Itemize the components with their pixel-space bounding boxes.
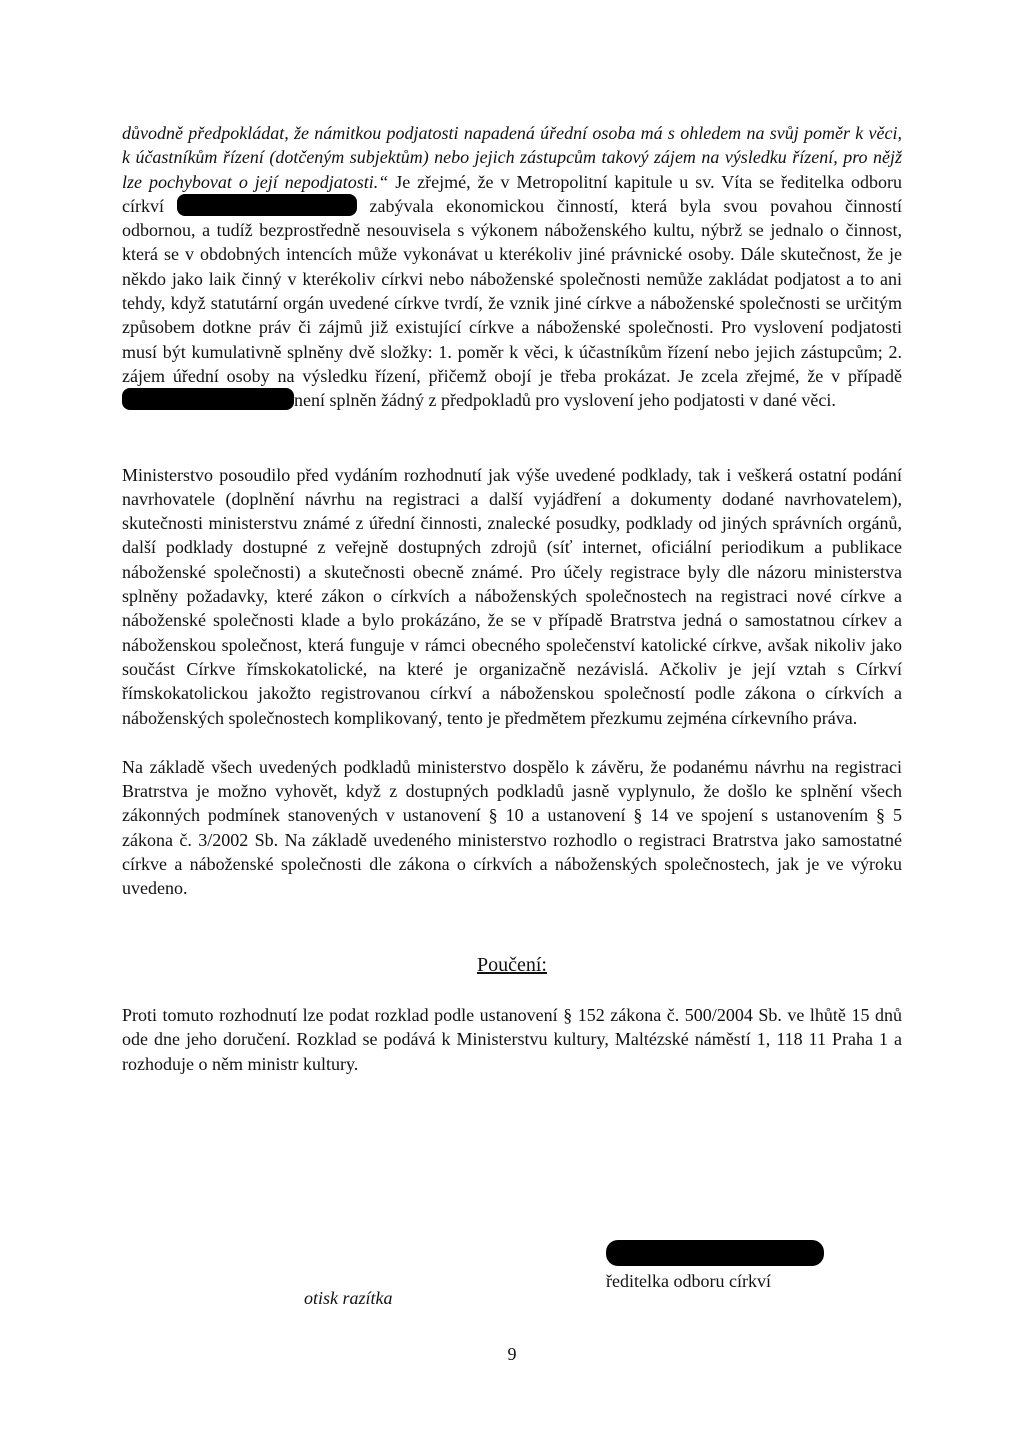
paragraph-podjatost (122, 121, 902, 413)
paragraph-zaver: Na základě všech uvedených podkladů ministerstvo dospělo k závěru, že podanému návrhu na registraci Bratrstva je možno vyhovět, když z dostupných podkladů jasně vyplynulo, že došlo ke splnění všech zákonných podmínek stanovených v ustanovení § 10 a ustanovení § 14 ve spojení s ustanovením § 5 zákona č. 3/2002 Sb. Na základě uvedeného ministerstvo rozhodlo o registraci Bratrstva jako samostatné církve a náboženské společnosti dle zákona o církvích a náboženských společnostech, jak je ve výroku uvedeno. (122, 756, 902, 899)
paragraph-text-c: není splněn žádný z předpokladů pro vyslovení jeho podjatosti v dané věci. (294, 390, 836, 411)
page-number: 9 (507, 1344, 517, 1364)
stamp-label: otisk razítka (304, 1288, 393, 1308)
document-body (122, 121, 902, 1076)
redaction-box (122, 388, 294, 410)
italic-quote: důvodně předpokládat, že námitkou podjatosti napadená úřední osoba má s ohledem na svůj poměr k věci, k účastníkům řízení (dotčeným subjektům) nebo jejich zástupcům takový zájem na výsledku řízení, pro nějž lze pochybovat o její nepodjatosti.“ (122, 123, 902, 192)
section-heading-pouceni: Poučení: (477, 953, 547, 976)
signature-block (606, 1240, 824, 1292)
paragraph-text-a: Je zřejmé, že v Metropolitní kapitule u sv. Víta se ředitelka odboru církví (122, 171, 902, 216)
paragraph-text-b: zabývala ekonomickou činností, která byla svou povahou činností odbornou, a tudíž bezprostředně nesouvisela s výkonem náboženského kultu, nýbrž se jednalo o činnost, která se v obdobných intencích může vykonávat u kterékoliv jiné právnické osoby. Dále skutečnost, že je někdo jako laik činný v kterékoliv církvi nebo náboženské společnosti nemůže zakládat podjatost a to ani tehdy, když statutární orgán uvedené církve tvrdí, že vznik jiné církve a náboženské společnosti se určitým způsobem dotkne práv či zájmů již existující církve a náboženské společnosti. Pro vyslovení podjatosti musí být kumulativně splněny dvě složky: 1. poměr k věci, k účastníkům řízení nebo jejich zástupcům; 2. zájem úřední osoby na výsledku řízení, přičemž obojí je třeba prokázat. Je zcela zřejmé, že v případě (122, 195, 902, 386)
signature-redaction (606, 1240, 824, 1266)
redaction-box (177, 194, 357, 216)
paragraph-posouzeni: Ministerstvo posoudilo před vydáním rozhodnutí jak výše uvedené podklady, tak i veškerá ostatní podání navrhovatele (doplnění návrhu na registraci a další vyjádření a dokumenty dodané navrhovatelem), skutečnosti ministerstvu známé z úřední činnosti, znalecké posudky, podklady od jiných správních orgánů, další podklady dostupné z veřejně dostupných zdrojů (síť internet, oficiální periodikum a publikace náboženské společnosti) a skutečnosti obecně známé. Pro účely registrace byly dle názoru ministerstva splněny požadavky, které zákon o církvích a náboženských společnostech na registraci nové církve a náboženské společnosti klade a bylo prokázáno, že se v případě Bratrstva jedná o samostatnou církev a náboženskou společnost, která funguje v rámci obecného společenství katolické církve, avšak nikoliv jako součást Církve římskokatolické, na které je organizačně nezávislá. Ačkoliv je její vztah s Církví římskokatolickou jakožto registrovanou církví a náboženskou společností podle zákona o církvích a náboženských společnostech komplikovaný, tento je předmětem přezkumu zejména církevního práva. (122, 464, 902, 728)
paragraph-pouceni: Proti tomuto rozhodnutí lze podat rozklad podle ustanovení § 152 zákona č. 500/2004 Sb. ve lhůtě 15 dnů ode dne jeho doručení. Rozklad se podává k Ministerstvu kultury, Maltézské náměstí 1, 118 11 Praha 1 a rozhoduje o něm ministr kultury. (122, 1004, 902, 1074)
signature-title: ředitelka odboru církví (606, 1271, 771, 1291)
